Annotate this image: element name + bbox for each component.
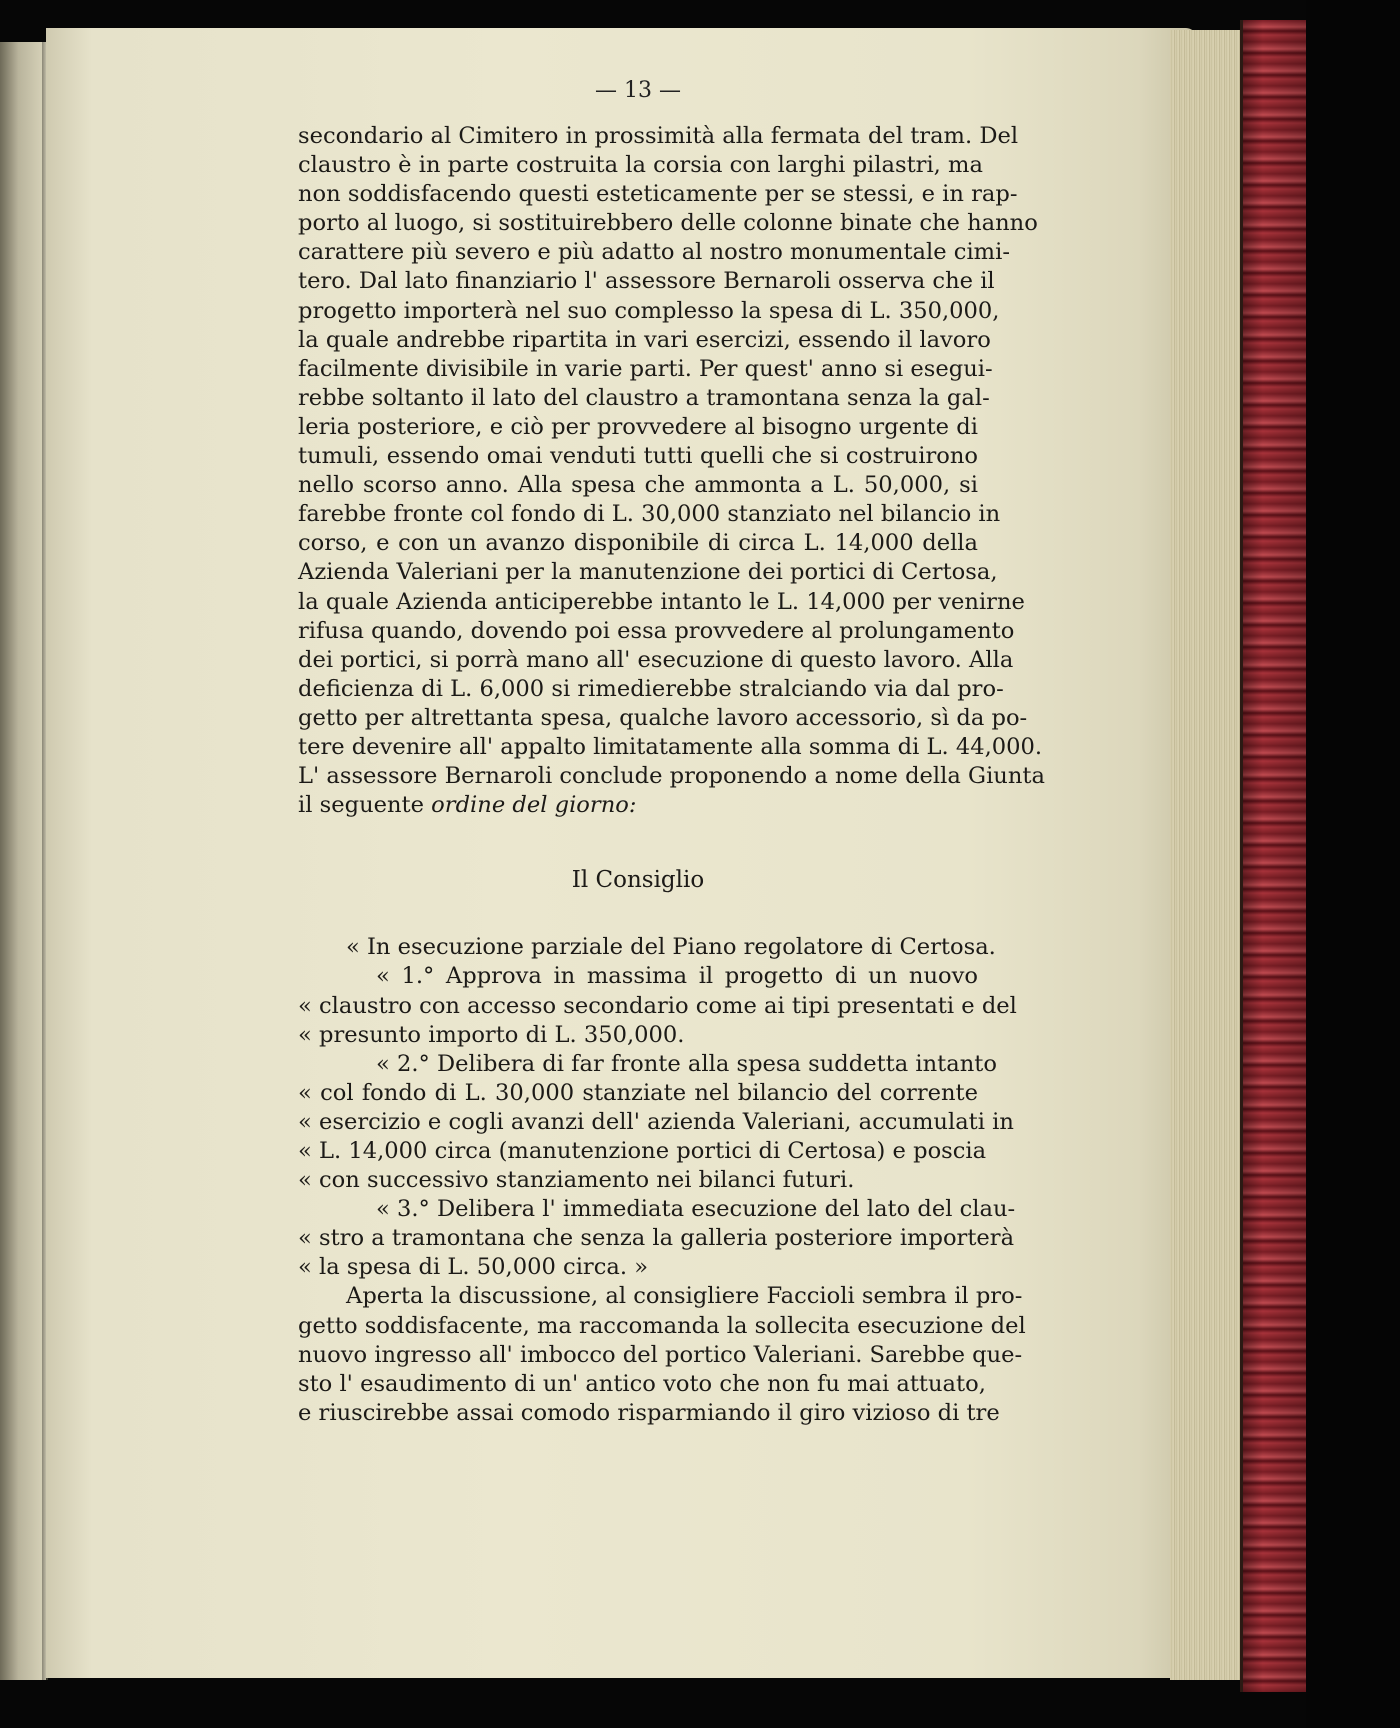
text-line: « stro a tramontana che senza la galleria posteriore importerà	[298, 1225, 1015, 1252]
page-number: — 13 —	[595, 78, 681, 103]
text-line: non soddisfacendo questi esteticamente per se stessi, e in rap-	[298, 181, 1018, 208]
text-line: corso, e con un avanzo disponibile di circa L. 14,000 della	[298, 530, 978, 557]
text-line: facilmente divisibile in varie parti. Per quest' anno si esegui-	[298, 355, 993, 382]
text-line: nuovo ingresso all' imbocco del portico Valeriani. Sarebbe que-	[298, 1341, 1023, 1368]
text-line: rebbe soltanto il lato del claustro a tramontana senza la gal-	[298, 384, 990, 411]
page-text	[298, 122, 1045, 1428]
text-line: dei portici, si porrà mano all' esecuzione di questo lavoro. Alla	[298, 646, 1014, 673]
text-line: Aperta la discussione, al consigliere Faccioli sembra il pro-	[346, 1283, 1023, 1310]
text-line	[298, 791, 978, 820]
resolution-item-3	[298, 1195, 1016, 1282]
book-cover-edge	[1240, 20, 1309, 1692]
section-heading: Il Consiglio	[571, 867, 705, 894]
page-stack-edges	[1170, 30, 1242, 1680]
text-line: « con successivo stanziamento nei bilanci futuri.	[298, 1167, 855, 1194]
text-run: il seguente	[298, 792, 432, 819]
text-line: « la spesa di L. 50,000 circa. »	[298, 1254, 649, 1281]
text-line: « 1.° Approva in massima il progetto di un nuovo	[376, 963, 978, 990]
text-line: « presunto importo di L. 350,000.	[298, 1021, 685, 1048]
text-line: « 2.° Delibera di far fronte alla spesa suddetta intanto	[376, 1050, 997, 1077]
text-line: « col fondo di L. 30,000 stanziate nel bilancio del corrente	[298, 1079, 978, 1106]
quote-intro: « In esecuzione parziale del Piano regolatore di Certosa.	[346, 934, 996, 961]
text-line: getto per altrettanta spesa, qualche lavoro accessorio, sì da po-	[298, 704, 1028, 731]
text-line: porto al luogo, si sostituirebbero delle colonne binate che hanno	[298, 210, 1038, 237]
text-line: la quale Azienda anticiperebbe intanto le L. 14,000 per venirne	[298, 588, 1025, 615]
text-line: claustro è in parte costruita la corsia con larghi pilastri, ma	[298, 152, 983, 179]
scan-margin	[1306, 0, 1400, 1728]
text-line: tere devenire all' appalto limitatamente alla somma di L. 44,000.	[298, 733, 1043, 760]
text-line: Azienda Valeriani per la manutenzione dei portici di Certosa,	[298, 559, 998, 586]
previous-page-edge	[0, 42, 48, 1680]
italic-phrase: ordine del giorno:	[431, 792, 637, 819]
paragraph-2	[298, 1282, 1026, 1427]
text-line: carattere più severo e più adatto al nostro monumentale cimi-	[298, 239, 1010, 266]
text-line: sto l' esaudimento di un' antico voto che non fu mai attuato,	[298, 1370, 986, 1397]
text-line: L' assessore Bernaroli conclude proponendo a nome della Giunta	[298, 763, 1045, 790]
resolution-text	[298, 933, 1017, 1282]
text-line: getto soddisfacente, ma raccomanda la sollecita esecuzione del	[298, 1312, 1026, 1339]
text-line: « 3.° Delibera l' immediata esecuzione del lato del clau-	[376, 1196, 1016, 1223]
text-line: « L. 14,000 circa (manutenzione portici di Certosa) e poscia	[298, 1138, 987, 1164]
paragraph-1	[298, 122, 1045, 791]
text-line: la quale andrebbe ripartita in vari esercizi, essendo il lavoro	[298, 326, 991, 353]
resolution-item-2	[298, 1050, 1014, 1195]
text-line: tero. Dal lato finanziario l' assessore Bernaroli osserva che il	[298, 268, 995, 295]
text-line: e riuscirebbe assai comodo risparmiando il giro vizioso di tre	[298, 1399, 1000, 1426]
text-line: progetto importerà nel suo complesso la spesa di L. 350,000,	[298, 297, 1000, 324]
text-line: rifusa quando, dovendo poi essa provvedere al prolungamento	[298, 617, 1015, 644]
text-line: deficienza di L. 6,000 si rimedierebbe stralciando via dal pro-	[298, 675, 1004, 702]
paragraph-1-last-line	[298, 791, 978, 820]
resolution-item-1	[298, 962, 1017, 1049]
text-line: tumuli, essendo omai venduti tutti quelli che si costruirono	[298, 443, 978, 470]
text-line: « claustro con accesso secondario come ai tipi presentati e del	[298, 992, 1017, 1019]
text-line: secondario al Cimitero in prossimità alla fermata del tram. Del	[298, 123, 1019, 149]
text-line: nello scorso anno. Alla spesa che ammonta a L. 50,000, si	[298, 472, 978, 499]
text-line: leria posteriore, e ciò per provvedere al bisogno urgente di	[298, 413, 978, 440]
text-line: farebbe fronte col fondo di L. 30,000 stanziato nel bilancio in	[298, 501, 1001, 528]
text-line: « esercizio e cogli avanzi dell' azienda Valeriani, accumulati in	[298, 1108, 1014, 1135]
